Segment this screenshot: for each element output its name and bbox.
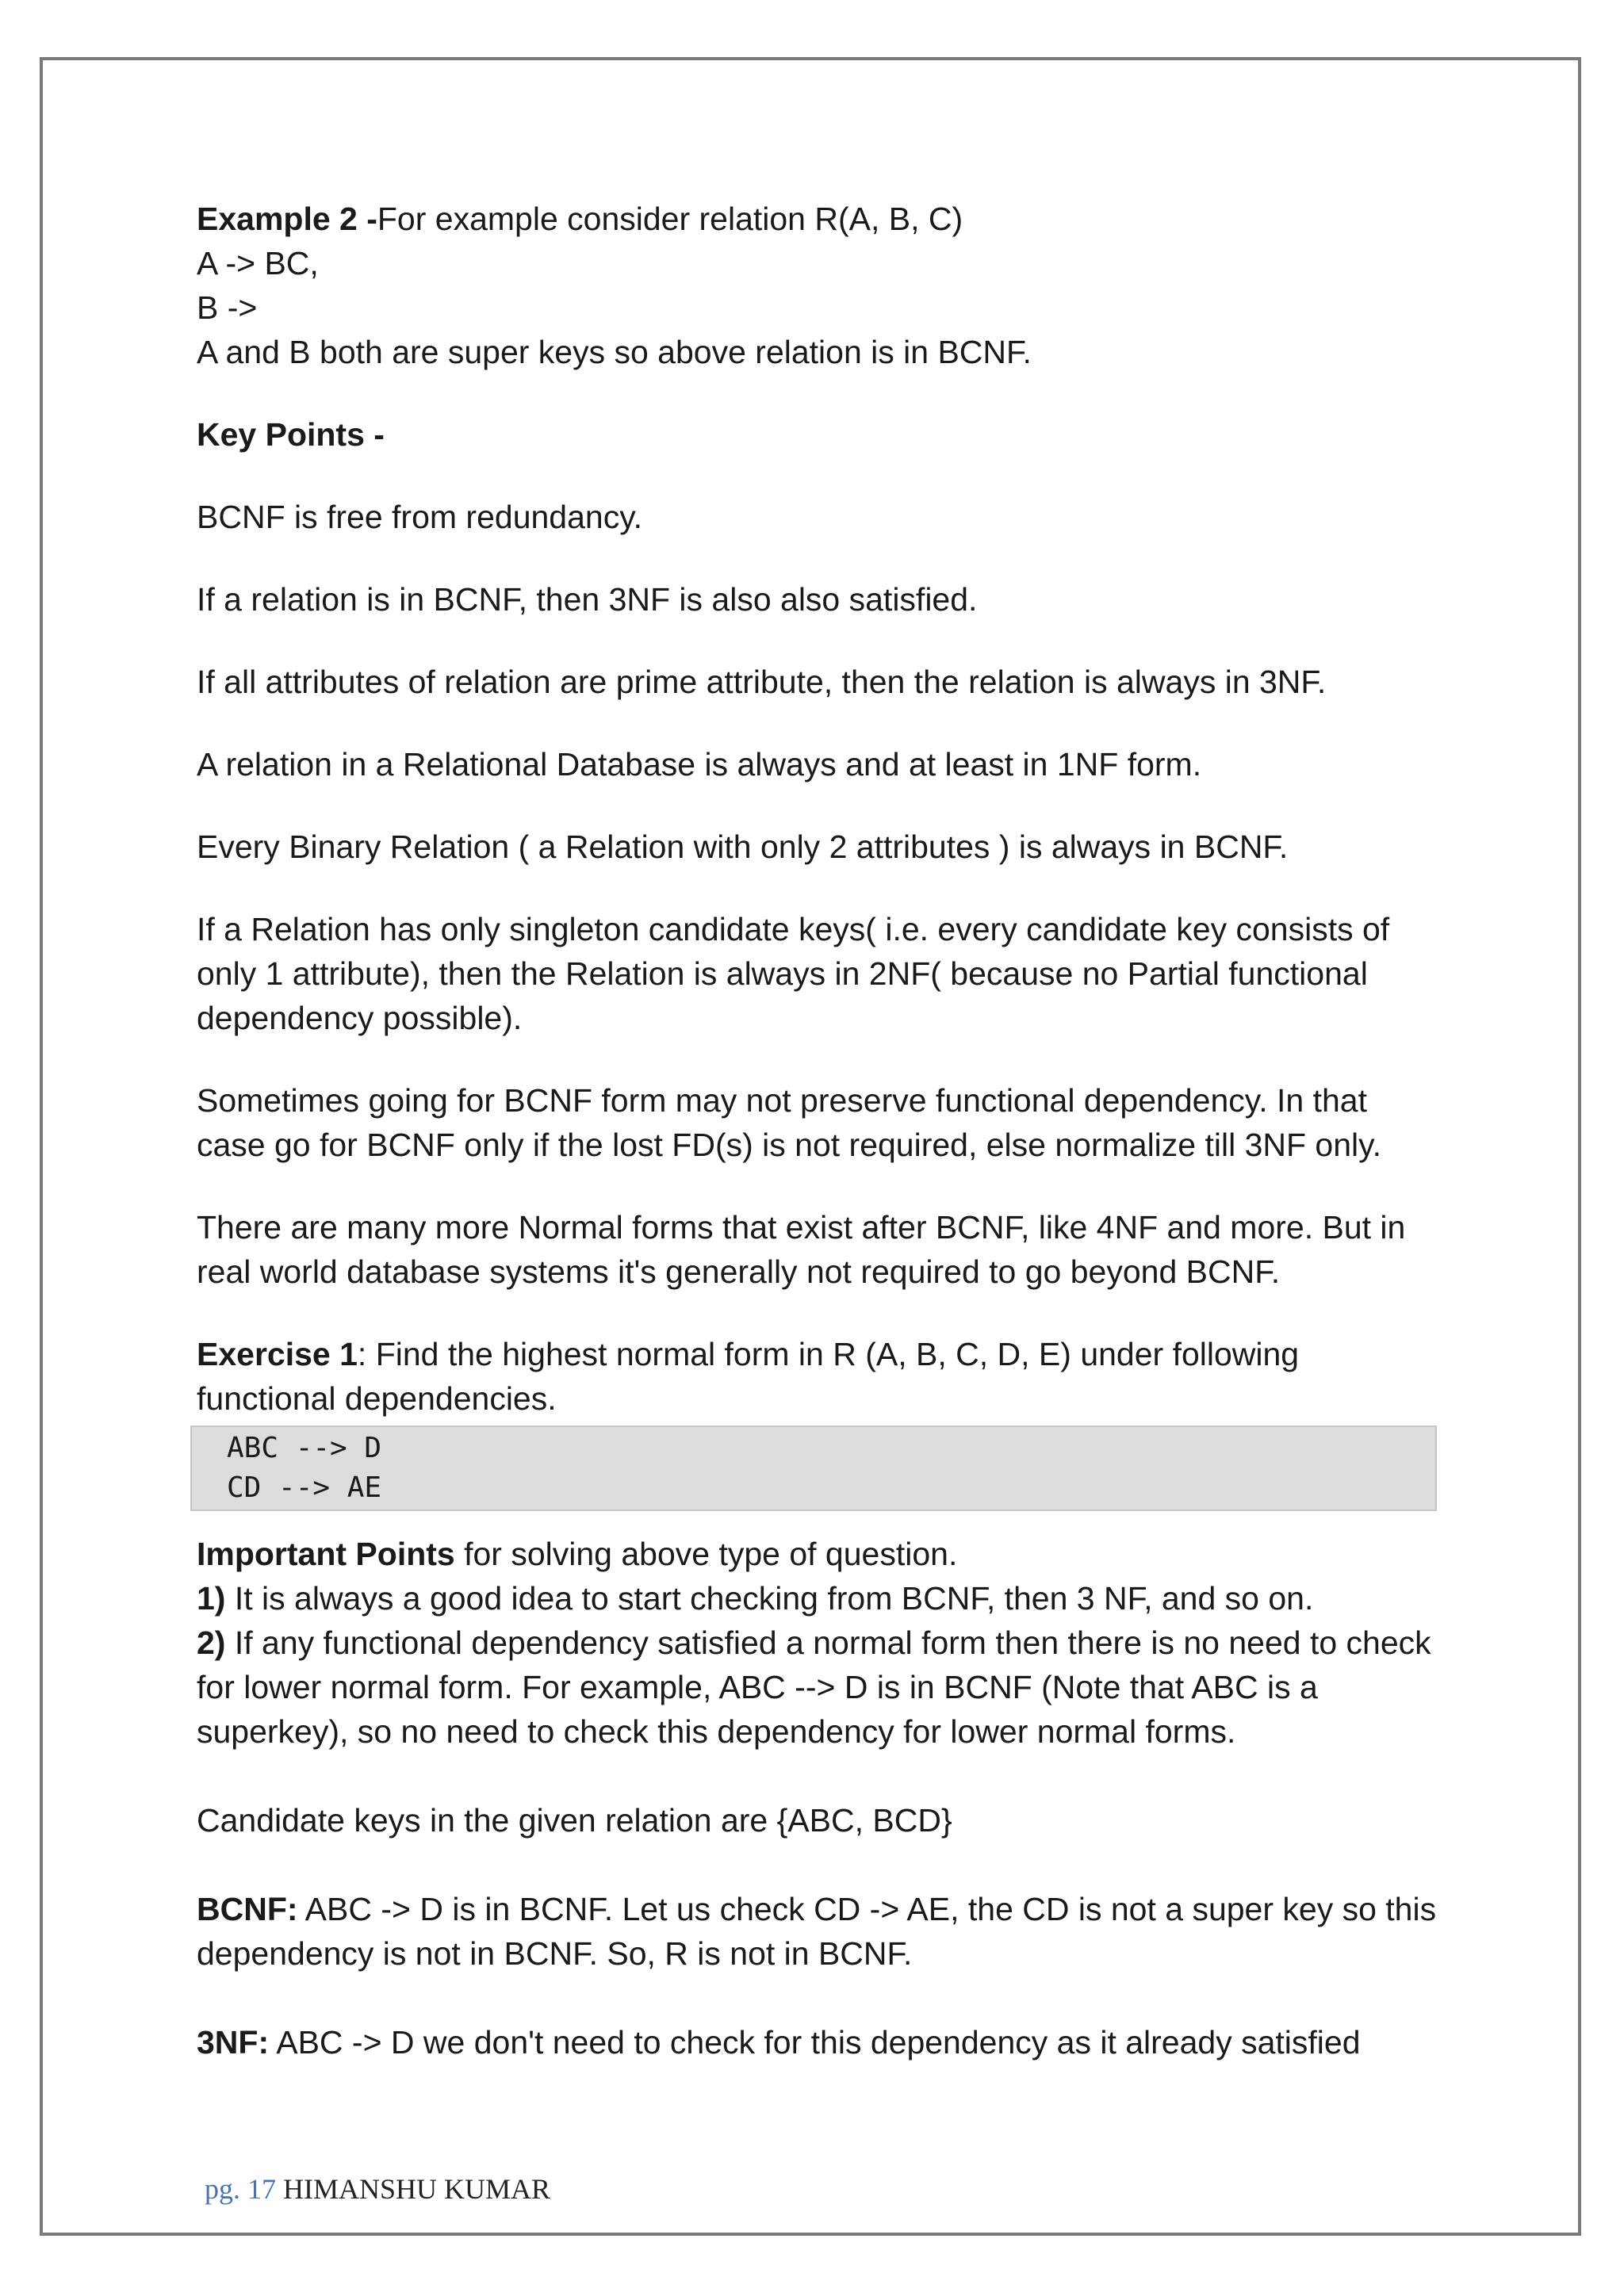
bcnf-paragraph: BCNF: ABC -> D is in BCNF. Let us check CD -> AE, the CD is not a super key so this dependency is not in BCNF. So, R is not in BCNF. <box>197 1891 1437 1972</box>
threenf-paragraph: 3NF: ABC -> D we don't need to check for this dependency as it already satisfied <box>197 2024 1361 2061</box>
exercise1-text: : Find the highest normal form in R (A, B, C, D, E) under following functional dependencies. <box>197 1336 1300 1417</box>
threenf-label: 3NF: <box>197 2024 270 2061</box>
author-name: HIMANSHU KUMAR <box>283 2173 551 2205</box>
key-point: There are many more Normal forms that exist after BCNF, like 4NF and more. But in real world database systems it's generally not required to go beyond BCNF. <box>197 1209 1406 1290</box>
key-points-heading: Key Points - <box>197 416 385 453</box>
key-point: If all attributes of relation are prime attribute, then the relation is always in 3NF. <box>197 664 1327 700</box>
example2-paragraph <box>197 197 1443 241</box>
candidate-keys: Candidate keys in the given relation are {ABC, BCD} <box>197 1802 952 1839</box>
key-point: If a Relation has only singleton candidate keys( i.e. every candidate key consists of only 1 attribute), then the Relation is always in 2NF( because no Partial functional dependency possible). <box>197 911 1390 1036</box>
key-point: Sometimes going for BCNF form may not preserve functional dependency. In that case go for BCNF only if the lost FD(s) is not required, else normalize till 3NF only. <box>197 1082 1381 1163</box>
example2-line2: B -> <box>197 289 258 326</box>
code-line: ABC --> D <box>227 1432 382 1464</box>
exercise1-label: Exercise 1 <box>197 1336 358 1372</box>
page-footer <box>205 2172 550 2206</box>
example2-label: Example 2 - <box>197 201 377 237</box>
code-line: CD --> AE <box>227 1471 382 1504</box>
important-point-1: 1) It is always a good idea to start checking from BCNF, then 3 NF, and so on. <box>197 1580 1314 1617</box>
example2-line1: A -> BC, <box>197 245 319 281</box>
example2-line3: A and B both are super keys so above relation is in BCNF. <box>197 334 1032 370</box>
important-point-2: 2) If any functional dependency satisfied a normal form then there is no need to check for lower normal form. For example, ABC --> D is in BCNF (Note that ABC is a superkey), so no need to check this dependency for lower normal forms. <box>197 1624 1431 1750</box>
key-point: A relation in a Relational Database is always and at least in 1NF form. <box>197 746 1202 783</box>
exercise1-paragraph <box>197 1332 1443 1421</box>
important-points-label: Important Points <box>197 1536 455 1572</box>
key-point: BCNF is free from redundancy. <box>197 499 643 535</box>
code-block <box>190 1425 1437 1511</box>
key-point: Every Binary Relation ( a Relation with only 2 attributes ) is always in BCNF. <box>197 828 1289 865</box>
bcnf-label: BCNF: <box>197 1891 298 1927</box>
key-point: If a relation is in BCNF, then 3NF is also also satisfied. <box>197 581 978 618</box>
page-content <box>197 197 1443 2064</box>
important-points-paragraph: Important Points for solving above type of question. <box>197 1536 958 1572</box>
page-number: pg. 17 <box>205 2173 276 2205</box>
example2-text: For example consider relation R(A, B, C) <box>377 201 963 237</box>
